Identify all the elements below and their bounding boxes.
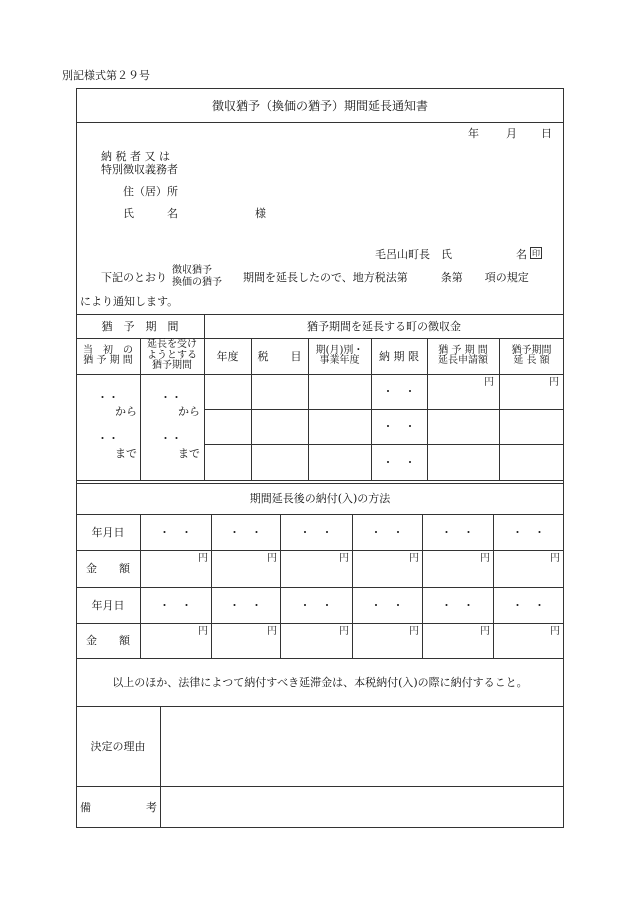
r1-yen-6: 円 bbox=[550, 553, 560, 564]
body-option-2: 換価の猶予 bbox=[172, 277, 222, 288]
col-period-line1: 期(月)別・ bbox=[315, 344, 364, 356]
reason-bottom-line bbox=[76, 786, 564, 787]
col-applied-line1: 猶 予 期 間 bbox=[438, 344, 488, 356]
col-initial-line2: 猶 予 期 間 bbox=[83, 355, 133, 366]
r1-date-4: ・ ・ bbox=[370, 525, 404, 539]
r2-date-4: ・ ・ bbox=[370, 598, 404, 612]
date-month-label: 月 bbox=[506, 127, 517, 140]
s2-line-4 bbox=[76, 623, 564, 624]
col-tax-item: 税 目 bbox=[257, 349, 302, 363]
r1-yen-4: 円 bbox=[409, 553, 419, 564]
name-label: 氏 名 bbox=[123, 207, 178, 220]
table1-bottom bbox=[76, 480, 564, 481]
r2-date-1: ・ ・ bbox=[159, 598, 192, 612]
addressee-line2: 特別徴収義務者 bbox=[101, 163, 178, 176]
initial-start-dots: ・・ bbox=[97, 391, 119, 404]
extension-until-label: まで bbox=[178, 447, 200, 460]
date-year-label: 年 bbox=[468, 127, 479, 140]
col-extended-line2: 延 長 額 bbox=[513, 355, 550, 366]
s2-line-2 bbox=[76, 550, 564, 551]
col-initial-period bbox=[76, 338, 140, 374]
extension-start-dots: ・・ bbox=[160, 391, 182, 404]
r2-date-3: ・ ・ bbox=[299, 598, 333, 612]
col-extension-period bbox=[140, 338, 204, 374]
head-deferral-period: 猶 予 期 間 bbox=[101, 319, 179, 333]
col-extension-line1: 延長を受け bbox=[147, 339, 197, 351]
remarks-label-left: 備 bbox=[80, 801, 91, 814]
honorific-label: 様 bbox=[255, 207, 266, 220]
r2-yen-1: 円 bbox=[198, 626, 208, 637]
addressee-line1: 納 税 者 又 は bbox=[101, 150, 170, 163]
r1-date-3: ・ ・ bbox=[299, 525, 333, 539]
r2-yen-3: 円 bbox=[339, 626, 349, 637]
r2-yen-4: 円 bbox=[409, 626, 419, 637]
col-extension-line3: 猶予期間 bbox=[152, 360, 192, 372]
r1-date-6: ・ ・ bbox=[512, 525, 545, 539]
row2-amount-label: 金 額 bbox=[86, 634, 130, 647]
r2-yen-6: 円 bbox=[550, 626, 560, 637]
r1-date-1: ・ ・ bbox=[159, 525, 192, 539]
issuer-name-label: 名 bbox=[516, 248, 527, 261]
col-applied-amount bbox=[427, 338, 499, 374]
initial-end-dots: ・・ bbox=[97, 432, 119, 445]
initial-from-label: から bbox=[115, 405, 137, 418]
row1-date-label: 年月日 bbox=[91, 525, 125, 539]
col-extension-line2: ようとする bbox=[147, 349, 197, 361]
head-town-charges: 猶予期間を延長する町の徴収金 bbox=[307, 319, 461, 333]
date-day-label: 日 bbox=[541, 127, 552, 140]
col-due-date: 納 期 限 bbox=[379, 349, 419, 363]
section2-title: 期間延長後の納付(入)の方法 bbox=[249, 492, 391, 505]
r2-date-2: ・ ・ bbox=[229, 598, 262, 612]
r1-yen-1: 円 bbox=[198, 553, 208, 564]
col-initial-line1: 当 初 の bbox=[83, 344, 133, 356]
reason-label: 決定の理由 bbox=[90, 739, 146, 753]
r1-yen-2: 円 bbox=[267, 553, 277, 564]
col-period bbox=[308, 338, 371, 374]
body-line2: により通知します。 bbox=[80, 295, 179, 308]
address-label: 住（居）所 bbox=[123, 185, 178, 198]
extended-yen-unit: 円 bbox=[549, 377, 559, 388]
reason-remarks-vline bbox=[160, 706, 161, 828]
initial-until-label: まで bbox=[115, 447, 137, 460]
row2-date-label: 年月日 bbox=[91, 598, 125, 612]
table1-head-bottom bbox=[76, 374, 564, 375]
late-fee-note: 以上のほか、法律によつて納付すべき延滞金は、本税納付(入)の際に納付すること。 bbox=[112, 675, 528, 689]
r2-yen-5: 円 bbox=[480, 626, 490, 637]
body-option-1: 徴収猶予 bbox=[172, 265, 212, 276]
col-extended-amount bbox=[499, 338, 564, 374]
r1-date-5: ・ ・ bbox=[441, 525, 474, 539]
r2-date-6: ・ ・ bbox=[512, 598, 545, 612]
form-title: 徴収猶予（換価の猶予）期間延長通知書 bbox=[211, 99, 428, 113]
r1-yen-3: 円 bbox=[339, 553, 349, 564]
remarks-label-right: 考 bbox=[146, 801, 157, 814]
extension-from-label: から bbox=[178, 405, 200, 418]
col-applied-line2: 延長申請額 bbox=[438, 355, 488, 366]
title-divider bbox=[76, 122, 564, 123]
due-date-row-1: ・ ・ bbox=[382, 385, 416, 398]
due-date-row-2: ・ ・ bbox=[382, 420, 416, 433]
r2-date-5: ・ ・ bbox=[441, 598, 474, 612]
col-extended-line1: 猶予期間 bbox=[511, 344, 552, 356]
due-date-row-3: ・ ・ bbox=[382, 455, 416, 469]
r1-date-2: ・ ・ bbox=[229, 525, 262, 539]
issuer-title: 毛呂山町長 氏 bbox=[375, 248, 452, 261]
form-id: 別記様式第２９号 bbox=[62, 69, 150, 82]
body-post: 期間を延長したので、地方税法第 条第 項の規定 bbox=[243, 271, 529, 284]
applied-yen-unit: 円 bbox=[484, 377, 494, 388]
col-fiscal-year: 年度 bbox=[216, 349, 239, 363]
body-pre: 下記のとおり bbox=[101, 271, 167, 284]
r1-yen-5: 円 bbox=[480, 553, 490, 564]
row1-amount-label: 金 額 bbox=[86, 562, 130, 575]
r2-yen-2: 円 bbox=[267, 626, 277, 637]
seal-mark: 印 bbox=[532, 248, 540, 258]
extension-end-dots: ・・ bbox=[160, 432, 182, 445]
col-period-line2: 事業年度 bbox=[319, 355, 360, 366]
